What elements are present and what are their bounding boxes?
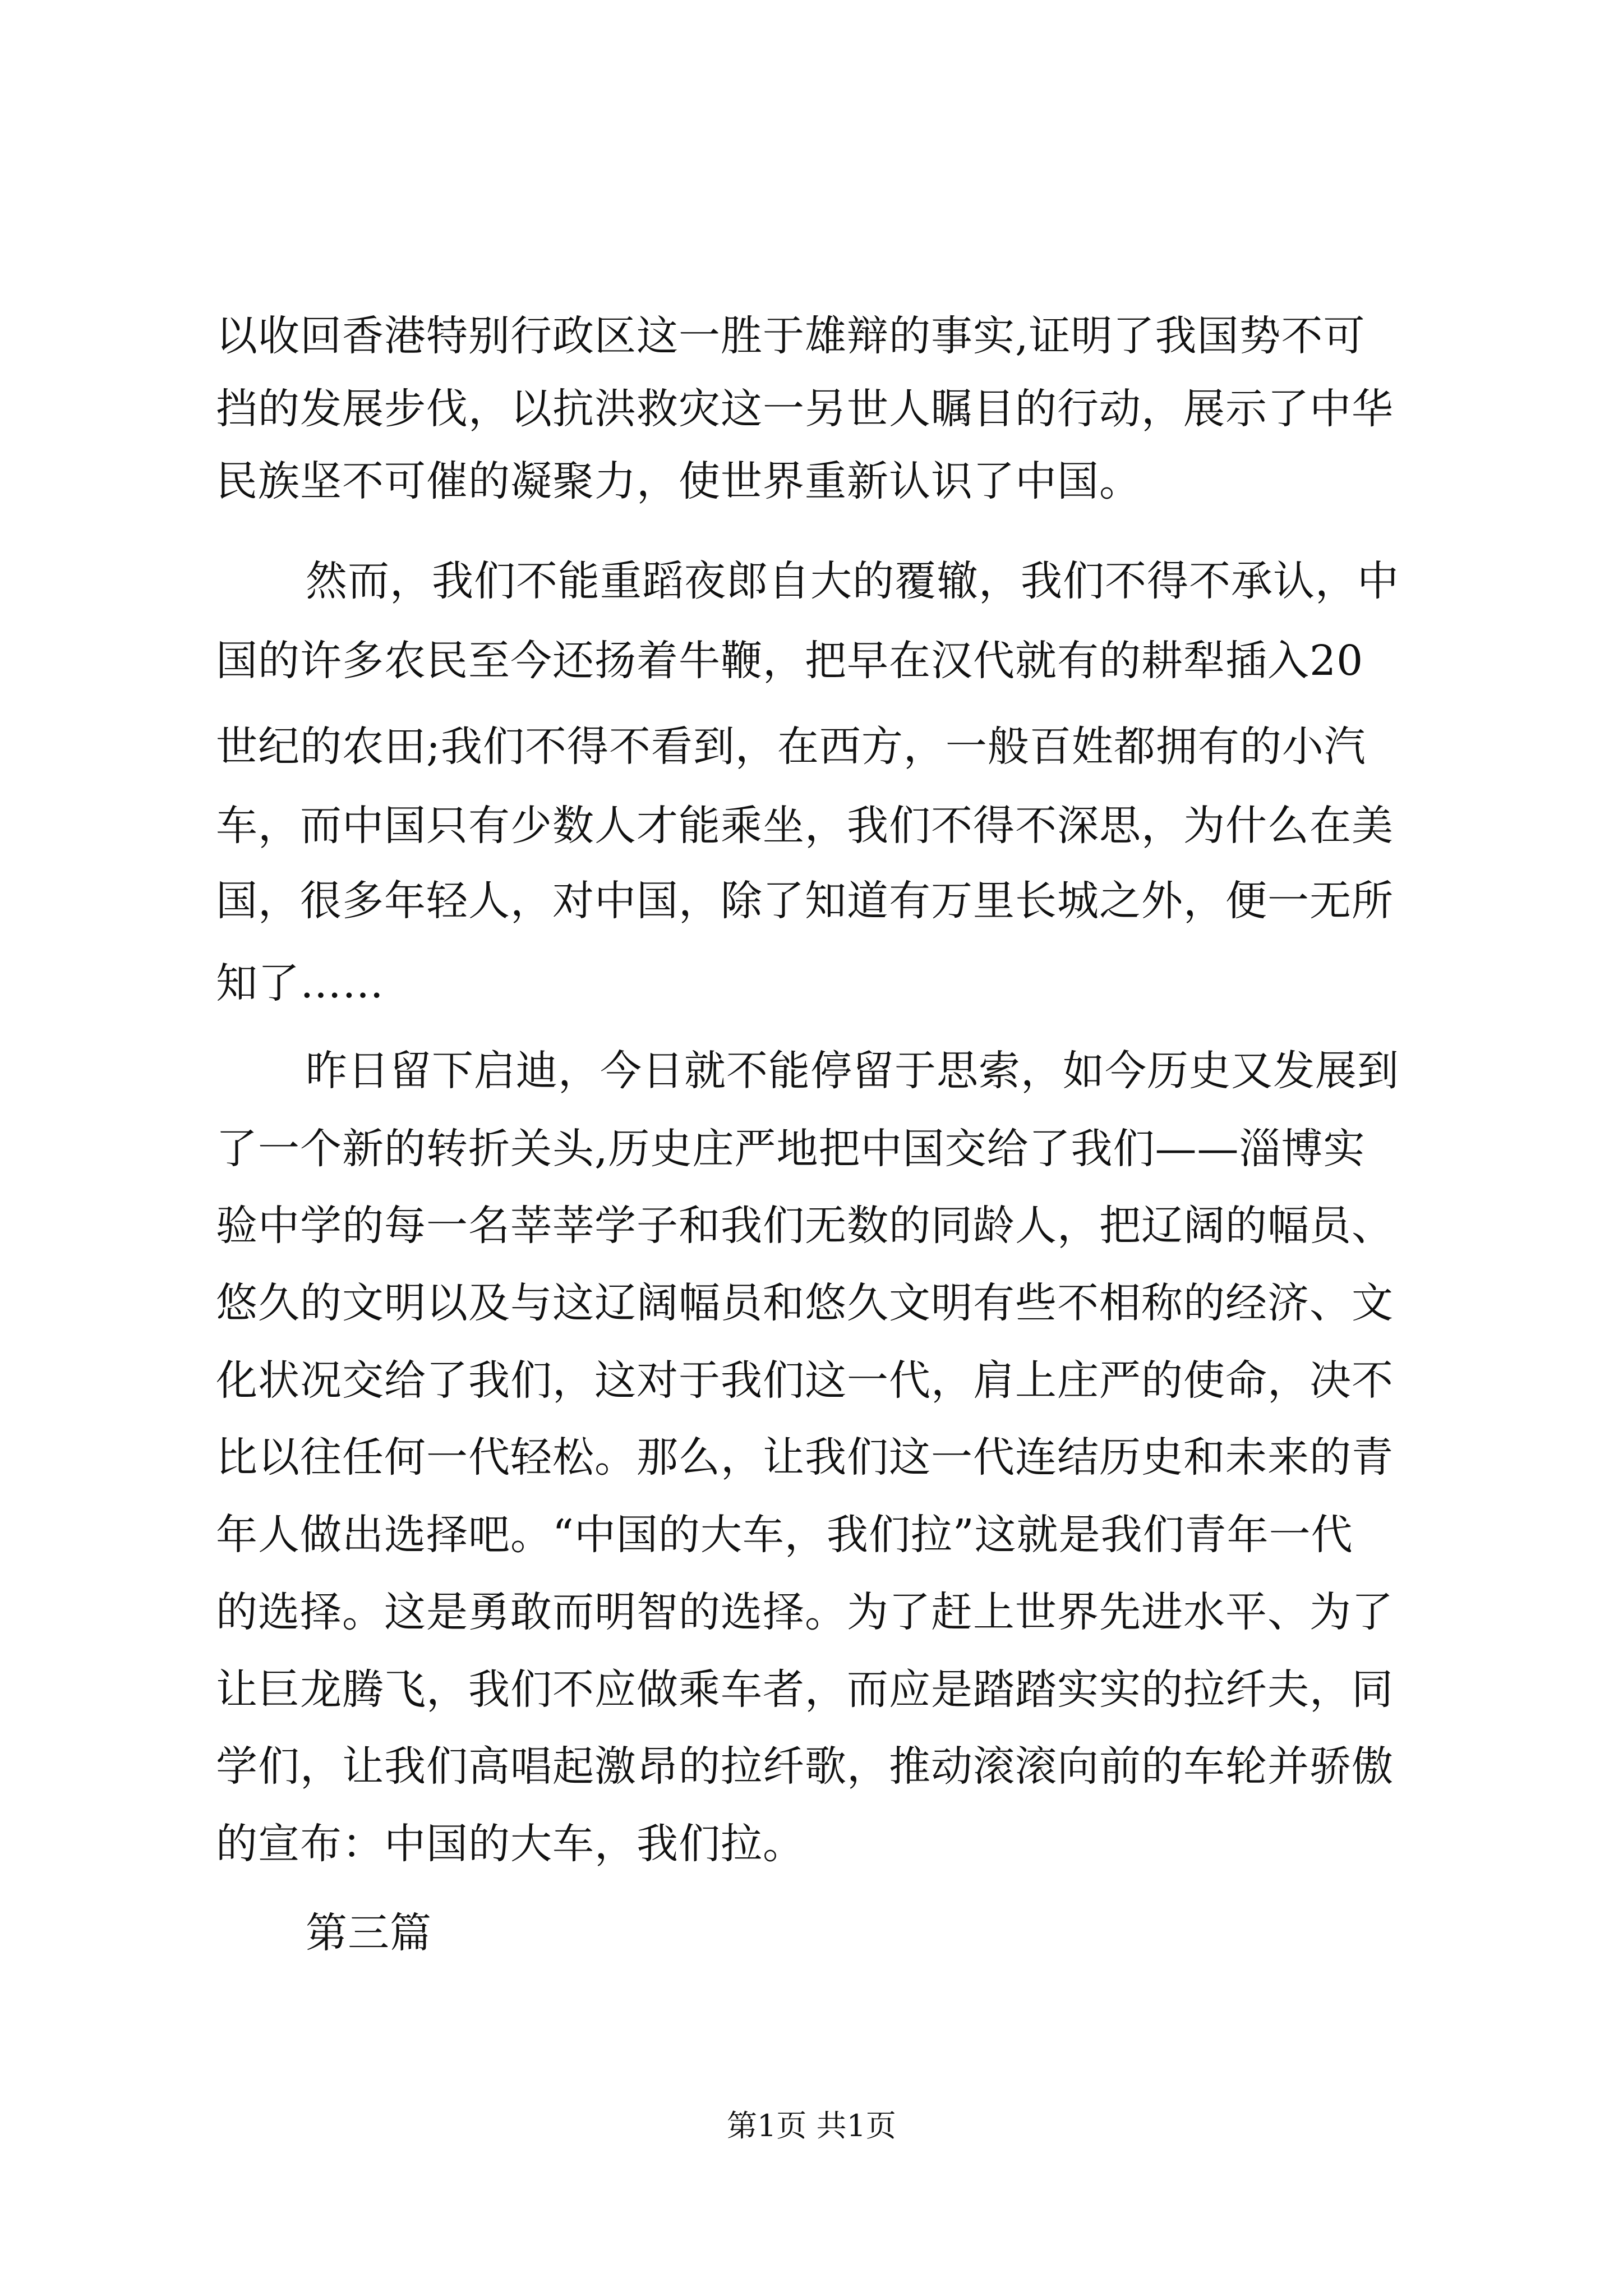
text-line: 民族坚不可催的凝聚力，使世界重新认识了中国。 [216,457,1141,505]
page-footer: 第1页 共1页 [727,2108,896,2143]
text-line: 了一个新的转折关头,历史庄严地把中国交给了我们——淄博实 [216,1125,1366,1173]
text-line: 世纪的农田;我们不得不看到，在西方，一般百姓都拥有的小汽 [216,723,1366,771]
text-line: 年人做出选择吧。“中国的大车，我们拉”这就是我们青年一代 [216,1511,1353,1559]
section-heading: 第三篇 [306,1909,432,1957]
text-line: 让巨龙腾飞，我们不应做乘车者，而应是踏踏实实的拉纤夫，同 [216,1665,1394,1714]
text-line: 昨日留下启迪，今日就不能停留于思索，如今历史又发展到 [306,1047,1399,1095]
text-line: 的选择。这是勇敢而明智的选择。为了赶上世界先进水平、为了 [216,1588,1394,1636]
text-line: 学们，让我们高唱起激昂的拉纤歌，推动滚滚向前的车轮并骄傲 [216,1742,1394,1791]
text-line: 国的许多农民至今还扬着牛鞭，把早在汉代就有的耕犁插入20 [216,637,1364,685]
text-line: 知了…… [216,959,384,1007]
text-line: 以收回香港特别行政区这一胜于雄辩的事实,证明了我国势不可 [216,312,1366,360]
text-line: 国，很多年轻人，对中国，除了知道有万里长城之外，便一无所 [216,877,1394,925]
text-line: 悠久的文明以及与这辽阔幅员和悠久文明有些不相称的经济、文 [216,1279,1394,1327]
text-line: 的宣布：中国的大车，我们拉。 [216,1820,805,1868]
text-line: 化状况交给了我们，这对于我们这一代，肩上庄严的使命，决不 [216,1356,1394,1405]
text-line: 挡的发展步伐，以抗洪救灾这一另世人瞩目的行动，展示了中华 [216,385,1394,433]
text-line: 验中学的每一名莘莘学子和我们无数的同龄人，把辽阔的幅员、 [216,1202,1394,1250]
text-line: 然而，我们不能重蹈夜郎自大的覆辙，我们不得不承认，中 [306,557,1399,605]
text-line: 车，而中国只有少数人才能乘坐，我们不得不深思，为什么在美 [216,802,1394,850]
text-line: 比以往任何一代轻松。那么，让我们这一代连结历史和未来的青 [216,1433,1394,1481]
